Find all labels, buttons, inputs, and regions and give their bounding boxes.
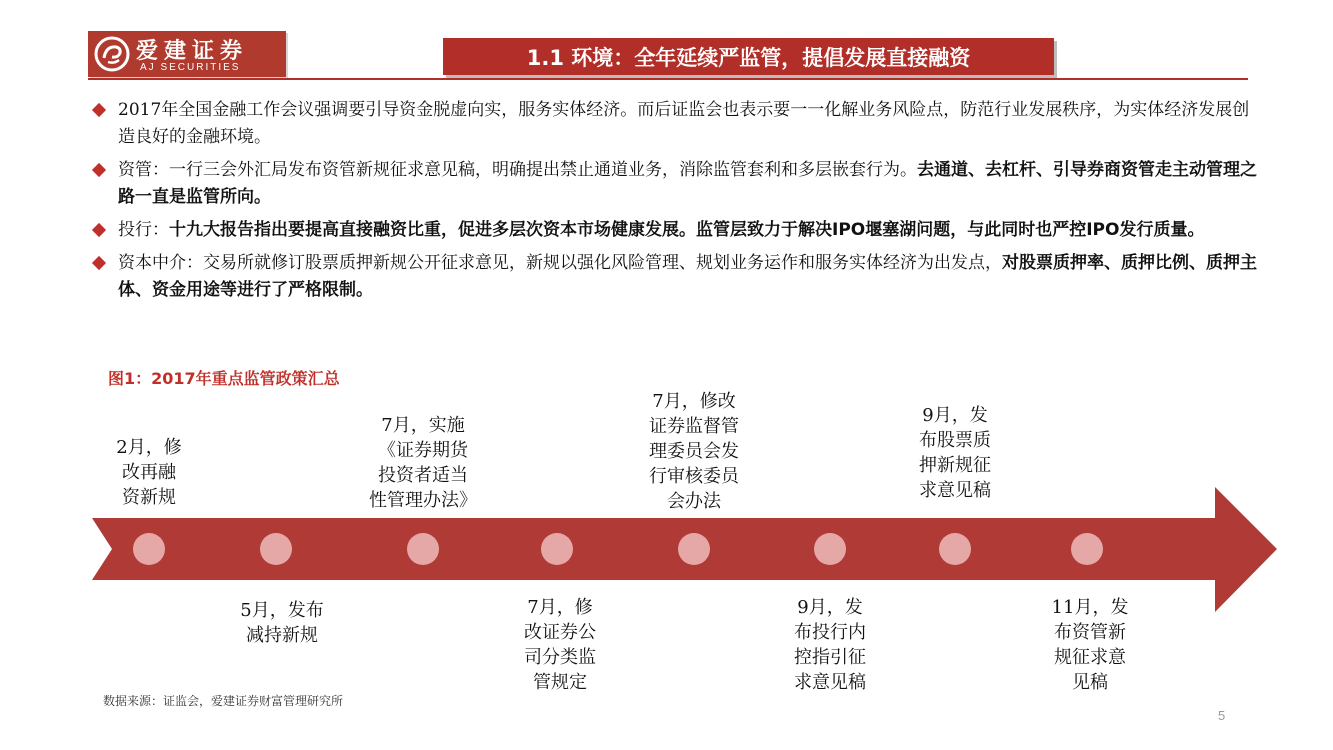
timeline-dot (1071, 533, 1103, 565)
event-line: 改证券公 (524, 622, 596, 643)
event-line: 投资者适当 (378, 465, 468, 486)
event-line: 布投行内 (794, 622, 866, 643)
figure-caption: 图1：2017年重点监管政策汇总 (108, 369, 340, 388)
event-line: 9月，发 (922, 405, 988, 426)
event-line: 9月，发 (797, 597, 863, 618)
event-line: 7月，修 (527, 597, 593, 618)
event-line: 2月，修 (116, 437, 182, 458)
event-line: 改再融 (122, 462, 176, 483)
event-line: 《证券期货 (378, 440, 468, 461)
bullet-bold-text: 对股票质押率、质押比例、质押主体、资金用途等进行了严格限制。 (118, 253, 1257, 300)
timeline-event-upper (94, 435, 204, 510)
timeline-dot (541, 533, 573, 565)
event-line: 资新规 (122, 487, 176, 508)
event-line: 7月，实施 (381, 415, 465, 436)
event-line: 控指引征 (794, 647, 866, 668)
event-line: 押新规征 (919, 455, 991, 476)
brand-name-cn: 爱建证券 (136, 38, 249, 64)
event-line: 会办法 (667, 491, 721, 512)
timeline-event-lower (222, 598, 342, 648)
brand-name-en: AJ SECURITIES (140, 62, 241, 73)
event-line: 管规定 (533, 672, 587, 693)
event-line: 求意见稿 (794, 672, 866, 693)
timeline-dot (814, 533, 846, 565)
timeline-event-lower (1030, 595, 1150, 695)
event-line: 求意见稿 (919, 480, 991, 501)
event-line: 5月，发布 (240, 600, 324, 621)
timeline-event-lower (500, 595, 620, 695)
slide-title: 1.1 环境：全年延续严监管，提倡发展直接融资 (526, 46, 971, 70)
timeline-dot (678, 533, 710, 565)
bullet-text: 2017年全国金融工作会议强调要引导资金脱虚向实，服务实体经济。而后证监会也表示要一一化解业务风险点，防范行业发展秩序，为实体经济发展创造良好的金融环境。 (118, 100, 1250, 147)
event-line: 见稿 (1072, 672, 1108, 693)
event-line: 证券监督管 (649, 416, 739, 437)
timeline-dot (133, 533, 165, 565)
event-line: 减持新规 (246, 625, 318, 646)
timeline-event-lower (770, 595, 890, 695)
event-line: 性管理办法》 (369, 490, 477, 511)
bullet-bold-text: 十九大报告指出要提高直接融资比重，促进多层次资本市场健康发展。监管层致力于解决IPO堰塞湖问题，与此同时也严控IPO发行质量。 (169, 220, 1205, 240)
timeline-event-upper (348, 413, 498, 513)
event-line: 7月，修改 (652, 391, 736, 412)
timeline-dot (939, 533, 971, 565)
bullet-text: 资管：一行三会外汇局发布资管新规征求意见稿，明确提出禁止通道业务，消除监管套利和多层嵌套行为。 (118, 160, 917, 180)
page-number: 5 (1218, 708, 1226, 723)
bullet-bold-text: 去通道、去杠杆、引导券商资管走主动管理之路一直是监管所向。 (118, 160, 1257, 207)
timeline-dot (407, 533, 439, 565)
event-line: 11月，发 (1051, 597, 1129, 618)
bullet-text: 投行： (118, 220, 169, 240)
event-line: 理委员会发 (649, 441, 739, 462)
bullet-text: 资本中介：交易所就修订股票质押新规公开征求意见，新规以强化风险管理、规划业务运作和服务实体经济为出发点， (118, 253, 1002, 273)
timeline-event-upper (895, 403, 1015, 503)
event-line: 布资管新 (1054, 622, 1126, 643)
event-line: 布股票质 (919, 430, 991, 451)
event-line: 行审核委员 (649, 466, 739, 487)
event-line: 规征求意 (1054, 647, 1126, 668)
event-line: 司分类监 (524, 647, 596, 668)
data-source: 数据来源：证监会，爱建证券财富管理研究所 (103, 694, 344, 708)
timeline-event-upper (624, 389, 764, 514)
timeline-dot (260, 533, 292, 565)
